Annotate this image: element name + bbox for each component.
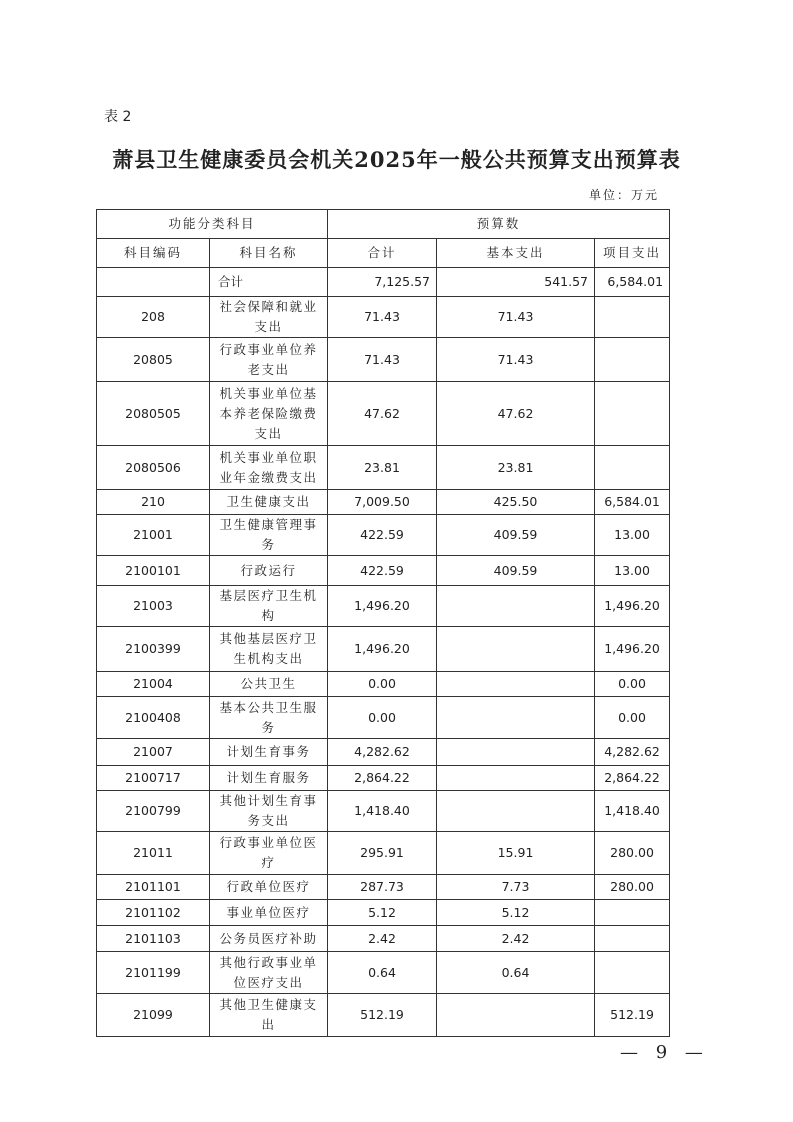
cell-total: 295.91 [328, 832, 437, 875]
cell-code: 2100717 [97, 766, 210, 791]
cell-project: 2,864.22 [595, 766, 670, 791]
cell-basic [437, 994, 595, 1037]
cell-code: 210 [97, 490, 210, 515]
total-row [97, 268, 670, 297]
cell-name: 卫生健康支出 [210, 490, 328, 515]
cell-total: 5.12 [328, 900, 437, 926]
cell-code: 2100399 [97, 627, 210, 672]
cell-total: 71.43 [328, 338, 437, 382]
header-budget-amount: 预算数 [328, 210, 670, 239]
table-row [97, 832, 670, 875]
cell-name: 其他基层医疗卫生机构支出 [210, 627, 328, 672]
table-row [97, 586, 670, 627]
cell-total: 23.81 [328, 446, 437, 490]
cell-total: 287.73 [328, 875, 437, 900]
table-label: 表 2 [104, 109, 132, 125]
table-row [97, 697, 670, 739]
cell-total: 7,009.50 [328, 490, 437, 515]
total-total: 7,125.57 [328, 268, 437, 297]
table-row [97, 338, 670, 382]
cell-total: 0.00 [328, 697, 437, 739]
header-functional-category: 功能分类科目 [97, 210, 328, 239]
cell-code: 2100799 [97, 791, 210, 832]
unit-label: 单位：万元 [588, 188, 659, 202]
cell-project: 6,584.01 [595, 490, 670, 515]
cell-code: 21003 [97, 586, 210, 627]
cell-name: 公共卫生 [210, 672, 328, 697]
cell-project [595, 446, 670, 490]
cell-name: 公务员医疗补助 [210, 926, 328, 952]
cell-total: 2.42 [328, 926, 437, 952]
header-basic: 基本支出 [437, 239, 595, 268]
table-row [97, 672, 670, 697]
cell-code: 2080506 [97, 446, 210, 490]
cell-code: 2101199 [97, 952, 210, 994]
header-group-row [97, 210, 670, 239]
cell-basic [437, 766, 595, 791]
header-project: 项目支出 [595, 239, 670, 268]
total-basic: 541.57 [437, 268, 595, 297]
cell-total: 422.59 [328, 515, 437, 556]
cell-basic: 15.91 [437, 832, 595, 875]
cell-total: 0.00 [328, 672, 437, 697]
cell-project: 1,496.20 [595, 627, 670, 672]
cell-name: 基层医疗卫生机构 [210, 586, 328, 627]
cell-basic [437, 627, 595, 672]
table-row [97, 994, 670, 1037]
cell-basic [437, 586, 595, 627]
cell-total: 1,496.20 [328, 586, 437, 627]
cell-project: 4,282.62 [595, 739, 670, 766]
cell-name: 卫生健康管理事务 [210, 515, 328, 556]
cell-project: 280.00 [595, 832, 670, 875]
cell-code: 21007 [97, 739, 210, 766]
cell-basic: 7.73 [437, 875, 595, 900]
page-title: 萧县卫生健康委员会机关2025年一般公共预算支出预算表 [112, 147, 681, 172]
cell-code: 2101102 [97, 900, 210, 926]
cell-project: 1,418.40 [595, 791, 670, 832]
table-row [97, 791, 670, 832]
cell-name: 计划生育服务 [210, 766, 328, 791]
cell-code: 20805 [97, 338, 210, 382]
table-row [97, 297, 670, 338]
cell-code: 2100408 [97, 697, 210, 739]
cell-basic: 71.43 [437, 338, 595, 382]
cell-code: 2101101 [97, 875, 210, 900]
table-row [97, 490, 670, 515]
cell-code: 2100101 [97, 556, 210, 586]
table-row [97, 515, 670, 556]
page-number: — 9 — [620, 1042, 709, 1063]
cell-basic [437, 672, 595, 697]
cell-basic [437, 697, 595, 739]
cell-name: 基本公共卫生服务 [210, 697, 328, 739]
cell-basic [437, 791, 595, 832]
cell-basic: 409.59 [437, 556, 595, 586]
cell-code: 21011 [97, 832, 210, 875]
cell-name: 其他卫生健康支出 [210, 994, 328, 1037]
cell-name: 行政事业单位医疗 [210, 832, 328, 875]
cell-name: 社会保障和就业支出 [210, 297, 328, 338]
cell-project [595, 382, 670, 446]
cell-project [595, 926, 670, 952]
cell-total: 512.19 [328, 994, 437, 1037]
total-project: 6,584.01 [595, 268, 670, 297]
cell-total: 1,418.40 [328, 791, 437, 832]
cell-code: 21004 [97, 672, 210, 697]
cell-code: 208 [97, 297, 210, 338]
cell-name: 行政单位医疗 [210, 875, 328, 900]
cell-basic: 409.59 [437, 515, 595, 556]
table-row [97, 627, 670, 672]
cell-name: 行政运行 [210, 556, 328, 586]
table-row [97, 556, 670, 586]
cell-project: 512.19 [595, 994, 670, 1037]
cell-name: 机关事业单位基本养老保险缴费支出 [210, 382, 328, 446]
table-row [97, 900, 670, 926]
header-row [97, 239, 670, 268]
cell-total: 422.59 [328, 556, 437, 586]
cell-code: 2101103 [97, 926, 210, 952]
cell-name: 计划生育事务 [210, 739, 328, 766]
cell-basic: 5.12 [437, 900, 595, 926]
cell-total: 71.43 [328, 297, 437, 338]
cell-basic: 71.43 [437, 297, 595, 338]
cell-basic: 47.62 [437, 382, 595, 446]
cell-project: 0.00 [595, 672, 670, 697]
table-row [97, 766, 670, 791]
cell-project: 13.00 [595, 556, 670, 586]
cell-total: 1,496.20 [328, 627, 437, 672]
header-total: 合计 [328, 239, 437, 268]
cell-code: 2080505 [97, 382, 210, 446]
cell-basic: 2.42 [437, 926, 595, 952]
cell-basic: 425.50 [437, 490, 595, 515]
cell-project: 1,496.20 [595, 586, 670, 627]
cell-code: 21099 [97, 994, 210, 1037]
cell-project: 0.00 [595, 697, 670, 739]
table-row [97, 875, 670, 900]
table-row [97, 739, 670, 766]
cell-total: 0.64 [328, 952, 437, 994]
table-row [97, 952, 670, 994]
cell-basic: 23.81 [437, 446, 595, 490]
cell-name: 其他计划生育事务支出 [210, 791, 328, 832]
cell-basic [437, 739, 595, 766]
cell-project [595, 900, 670, 926]
cell-project [595, 952, 670, 994]
header-name: 科目名称 [210, 239, 328, 268]
cell-project: 280.00 [595, 875, 670, 900]
table-row [97, 926, 670, 952]
table-row [97, 382, 670, 446]
cell-name: 行政事业单位养老支出 [210, 338, 328, 382]
cell-project [595, 297, 670, 338]
cell-total: 2,864.22 [328, 766, 437, 791]
table-row [97, 446, 670, 490]
budget-table [96, 209, 670, 1037]
cell-name: 其他行政事业单位医疗支出 [210, 952, 328, 994]
cell-total: 47.62 [328, 382, 437, 446]
cell-total: 4,282.62 [328, 739, 437, 766]
cell-project: 13.00 [595, 515, 670, 556]
cell-name: 事业单位医疗 [210, 900, 328, 926]
cell-code: 21001 [97, 515, 210, 556]
cell-project [595, 338, 670, 382]
header-code: 科目编码 [97, 239, 210, 268]
total-code [97, 268, 210, 297]
total-name: 合计 [210, 268, 328, 297]
cell-basic: 0.64 [437, 952, 595, 994]
cell-name: 机关事业单位职业年金缴费支出 [210, 446, 328, 490]
